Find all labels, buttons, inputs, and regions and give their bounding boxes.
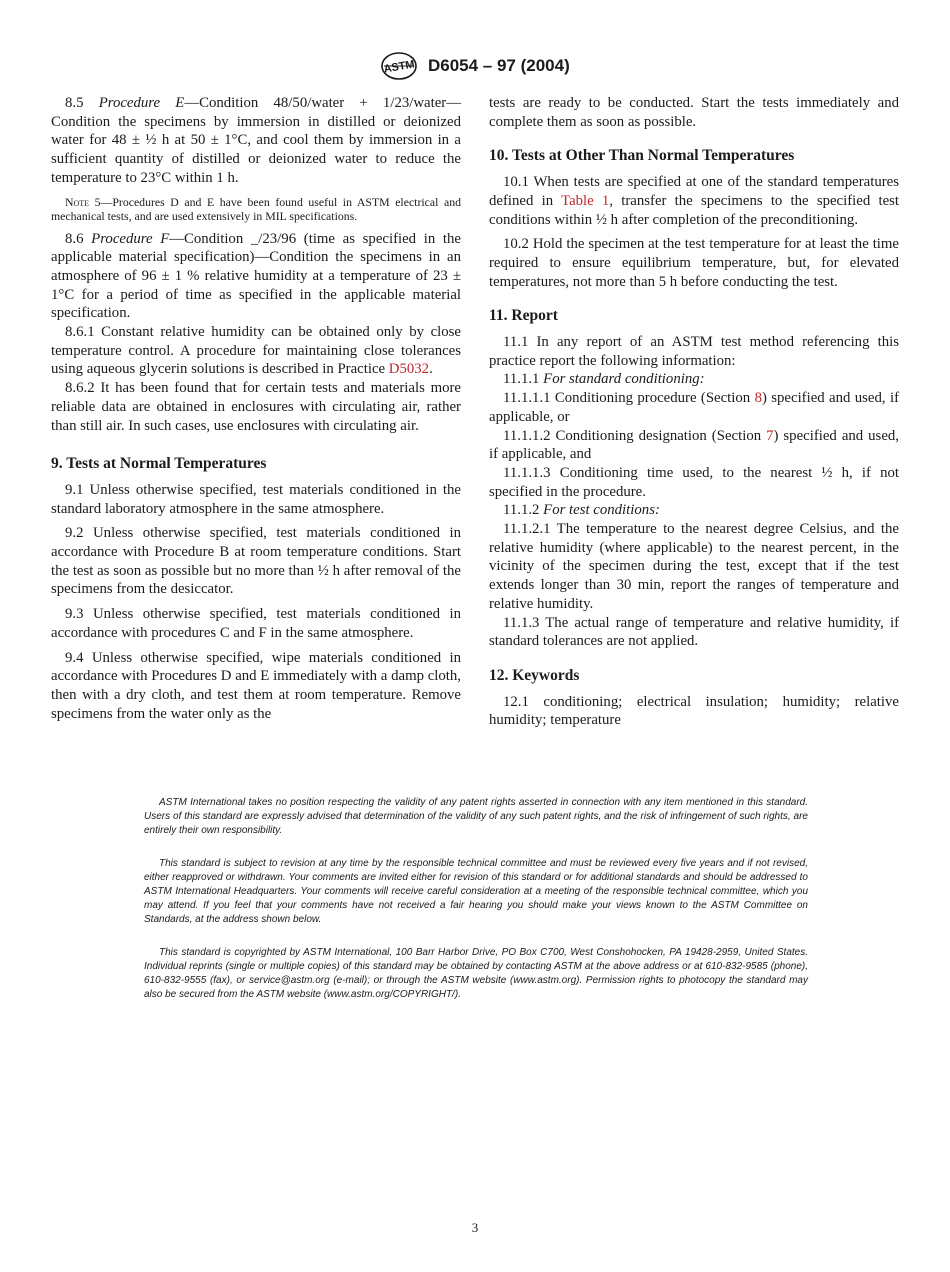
footer-copyright-notice: This standard is copyrighted by ASTM International, 100 Barr Harbor Drive, PO Box C700, West Conshohocken, PA 19428-2959, United States. Individual reprints (single or multiple copies) of this standard may be obtained by contacting ASTM at the above address or at 610-832-9585 (phone), 610-832-9555 (fax), or service@astm.org (e-mail); or through the ASTM website (www.astm.org). Permission rights to photocopy the standard may also be secured from the ASTM website (www.astm.org/COPYRIGHT/). — [144, 947, 808, 1000]
section-heading-11: 11. Report — [489, 307, 558, 325]
paragraph-9-3: 9.3 Unless otherwise specified, test materials conditioned in accordance with procedures C and F in the same atmosphere. — [51, 606, 461, 641]
paragraph-10-2: 10.2 Hold the specimen at the test temperature for at least the time required to ensure equilibrium temperature, but, for elevated temperatures, not more than 5 h before conducting the test. — [489, 236, 899, 290]
paragraph-8-6-1: 8.6.1 Constant relative humidity can be obtained only by close temperature control. A procedure for maintaining close tolerances using aqueous glycerin solutions is described in Practice D5032. — [51, 324, 461, 378]
paragraph-11-1-1-3: 11.1.1.3 Conditioning time used, to the nearest ½ h, if not specified in the procedure. — [489, 464, 899, 500]
paragraph-11-1-3: 11.1.3 The actual range of temperature and relative humidity, if standard tolerances are not applied. — [489, 614, 899, 650]
page-header — [0, 51, 950, 81]
document-designation: D6054 – 97 (2004) — [427, 56, 570, 75]
paragraph-11-1-1-2: 11.1.1.2 Conditioning designation (Section 7) specified and used, if applicable, and — [489, 427, 899, 463]
page-number: 3 — [471, 1220, 479, 1235]
section-heading-10: 10. Tests at Other Than Normal Temperatures — [489, 147, 795, 165]
paragraph-11-1-1: 11.1.1 For standard conditioning: — [503, 371, 705, 388]
section-heading-9: 9. Tests at Normal Temperatures — [51, 455, 267, 473]
paragraph-8-6: 8.6 Procedure F—Condition _/23/96 (time as specified in the applicable material specification)—Condition the specimens in an atmosphere of 96 ± 1 % relative humidity at a temperature of 23 ± 1°C for a period of time as specified in the applicable material specification. — [51, 230, 461, 322]
paragraph-11-1-1-1: 11.1.1.1 Conditioning procedure (Section 8) specified and used, if applicable, or — [489, 390, 900, 425]
section-heading-12: 12. Keywords — [489, 666, 580, 684]
paragraph-8-5: 8.5 Procedure E—Condition 48/50/water + 1/23/water—Condition the specimens by immersion in distilled or deionized water for 48 ± ½ h at 50 ± 1°C, and cool them by immersion in a sufficient quantity of distilled or deionized water to reduce the temperature to 23°C within 1 h. — [51, 95, 462, 186]
paragraph-9-2: 9.2 Unless otherwise specified, test materials conditioned in accordance with Procedure B at room temperature conditions. Start the test as soon as possible but no more than ½ h after removal of the specimens from the desiccator. — [51, 525, 461, 598]
paragraph-9-4: 9.4 Unless otherwise specified, wipe materials conditioned in accordance with Procedures D and E immediately with a damp cloth, then with a dry cloth, and test them at room temperature. Remove specimens from the water only as the — [51, 649, 461, 722]
link-d5032[interactable]: D5032 — [388, 361, 430, 378]
astm-logo-icon — [380, 51, 418, 81]
link-section-7[interactable]: 7 — [766, 427, 774, 444]
left-column — [51, 94, 461, 723]
paragraph-11-1-2: 11.1.2 For test conditions: — [503, 502, 660, 519]
paragraph-12-1: 12.1 conditioning; electrical insulation; humidity; relative humidity; temperature — [489, 693, 899, 729]
link-section-8[interactable]: 8 — [754, 390, 762, 407]
paragraph-10-1: 10.1 When tests are specified at one of the standard temperatures defined in Table 1, transfer the specimens to the specified test conditions within ½ h after completion of the preconditioning. — [489, 174, 900, 228]
svg-text:ASTM: ASTM — [383, 58, 416, 76]
paragraph-8-6-2: 8.6.2 It has been found that for certain tests and materials more reliable data are obtained in enclosures with circulating air, rather than still air. In such cases, use enclosures with circulating air. — [51, 380, 461, 434]
right-column — [489, 94, 899, 730]
footer-patent-notice: ASTM International takes no position respecting the validity of any patent rights asserted in connection with any item mentioned in this standard. Users of this standard are expressly advised that determination of the validity of any such patent rights, and the risk of infringement of such rights, are entirely their own responsibility. — [144, 797, 808, 836]
paragraph-11-1: 11.1 In any report of an ASTM test method referencing this practice report the following information: — [489, 334, 899, 369]
paragraph-11-1-2-1: 11.1.2.1 The temperature to the nearest degree Celsius, and the relative humidity (where applicable) to the nearest percent, in the vicinity of the specimen during the test, except that if the test extends longer than 30 min, report the ranges of temperature and relative humidity. — [489, 521, 899, 612]
footer-revision-notice: This standard is subject to revision at any time by the responsible technical committee and must be reviewed every five years and if not revised, either reapproved or withdrawn. Your comments are invited either for revision of this standard or for additional standards and should be addressed to ASTM International Headquarters. Your comments will receive careful consideration at a meeting of the responsible technical committee, which you may attend. If you feel that your comments have not received a fair hearing you should make your views known to the ASTM Committee on Standards, at the address shown below. — [144, 858, 808, 925]
link-table-1[interactable]: Table 1 — [561, 192, 610, 209]
paragraph-9-4-continued: tests are ready to be conducted. Start the tests immediately and complete them as soon as possible. — [489, 95, 899, 130]
paragraph-9-1: 9.1 Unless otherwise specified, test materials conditioned in the standard laboratory atmosphere in the same atmosphere. — [51, 481, 461, 517]
note-5: Note 5—Procedures D and E have been found useful in ASTM electrical and mechanical tests, and are used extensively in MIL specifications. — [51, 194, 461, 224]
